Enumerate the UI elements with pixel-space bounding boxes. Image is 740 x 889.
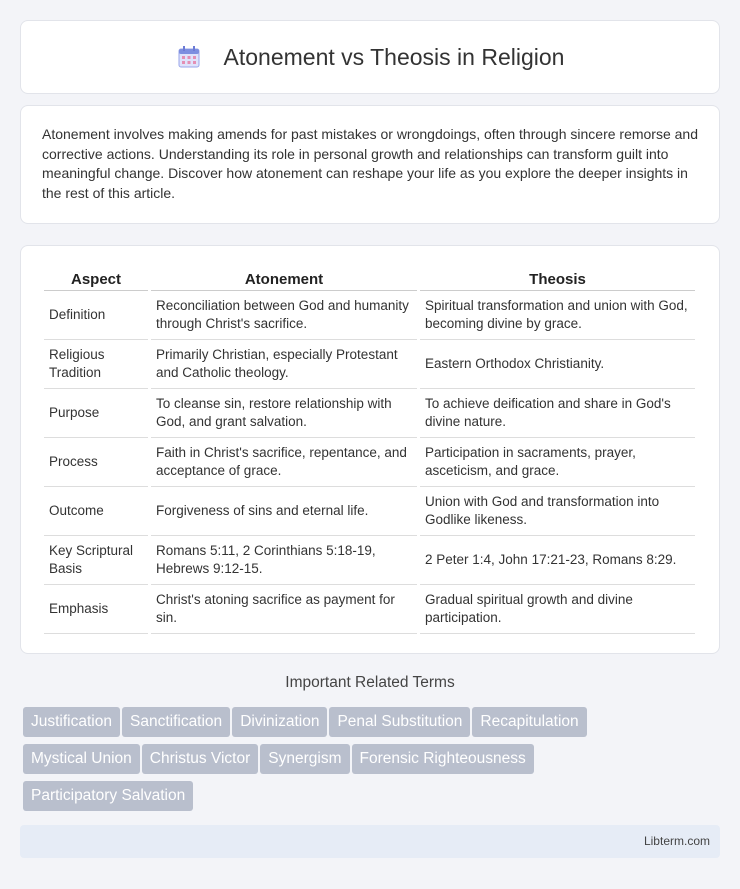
table-row bbox=[44, 340, 695, 389]
tag-christus-victor[interactable]: Christus Victor bbox=[142, 744, 259, 774]
aspect-cell: Religious Tradition bbox=[44, 340, 148, 389]
comparison-card bbox=[20, 245, 720, 654]
footer-site-link[interactable]: Libterm.com bbox=[643, 834, 710, 848]
table-header-row bbox=[44, 267, 695, 291]
table-row bbox=[44, 536, 695, 585]
table-row bbox=[44, 487, 695, 536]
theosis-cell: Eastern Orthodox Christianity. bbox=[420, 340, 695, 389]
atonement-cell: Reconciliation between God and humanity through Christ's sacrifice. bbox=[151, 291, 417, 340]
table-row bbox=[44, 585, 695, 634]
related-terms-title: Important Related Terms bbox=[285, 674, 455, 691]
tag-mystical-union[interactable]: Mystical Union bbox=[23, 744, 140, 774]
aspect-cell: Process bbox=[44, 438, 148, 487]
theosis-cell: 2 Peter 1:4, John 17:21-23, Romans 8:29. bbox=[420, 536, 695, 585]
column-header-atonement: Atonement bbox=[151, 267, 417, 291]
related-terms-list bbox=[23, 707, 723, 818]
theosis-cell: Union with God and transformation into Godlike likeness. bbox=[420, 487, 695, 536]
intro-text: Atonement involves making amends for past mistakes or wrongdoings, often through sincere remorse and corrective actions. Understanding its role in personal growth and relationships can transform guilt into meaningful change. Discover how atonement can reshape your life as you explore the deeper insights in the rest of this article. bbox=[42, 126, 699, 201]
theosis-cell: Participation in sacraments, prayer, asceticism, and grace. bbox=[420, 438, 695, 487]
column-header-theosis: Theosis bbox=[420, 267, 695, 291]
atonement-cell: Faith in Christ's sacrifice, repentance, and acceptance of grace. bbox=[151, 438, 417, 487]
aspect-cell: Outcome bbox=[44, 487, 148, 536]
aspect-cell: Purpose bbox=[44, 389, 148, 438]
comparison-table bbox=[41, 267, 698, 634]
theosis-cell: Gradual spiritual growth and divine participation. bbox=[420, 585, 695, 634]
calendar-icon bbox=[176, 44, 202, 70]
aspect-cell: Definition bbox=[44, 291, 148, 340]
table-row bbox=[44, 389, 695, 438]
atonement-cell: Christ's atoning sacrifice as payment for sin. bbox=[151, 585, 417, 634]
tag-participatory-salvation[interactable]: Participatory Salvation bbox=[23, 781, 193, 811]
column-header-aspect: Aspect bbox=[44, 267, 148, 291]
atonement-cell: Primarily Christian, especially Protestant and Catholic theology. bbox=[151, 340, 417, 389]
table-row bbox=[44, 438, 695, 487]
atonement-cell: Forgiveness of sins and eternal life. bbox=[151, 487, 417, 536]
table-row bbox=[44, 291, 695, 340]
atonement-cell: Romans 5:11, 2 Corinthians 5:18-19, Hebrews 9:12-15. bbox=[151, 536, 417, 585]
tag-justification[interactable]: Justification bbox=[23, 707, 120, 737]
page-title: Atonement vs Theosis in Religion bbox=[223, 43, 565, 70]
aspect-cell: Emphasis bbox=[44, 585, 148, 634]
intro-card bbox=[20, 105, 720, 224]
tag-forensic-righteousness[interactable]: Forensic Righteousness bbox=[352, 744, 534, 774]
tag-recapitulation[interactable]: Recapitulation bbox=[472, 707, 586, 737]
theosis-cell: To achieve deification and share in God's divine nature. bbox=[420, 389, 695, 438]
aspect-cell: Key Scriptural Basis bbox=[44, 536, 148, 585]
tag-penal-substitution[interactable]: Penal Substitution bbox=[329, 707, 470, 737]
footer bbox=[20, 825, 720, 858]
tag-divinization[interactable]: Divinization bbox=[232, 707, 327, 737]
header-card bbox=[20, 20, 720, 94]
tag-synergism[interactable]: Synergism bbox=[260, 744, 349, 774]
tag-sanctification[interactable]: Sanctification bbox=[122, 707, 230, 737]
atonement-cell: To cleanse sin, restore relationship with God, and grant salvation. bbox=[151, 389, 417, 438]
theosis-cell: Spiritual transformation and union with God, becoming divine by grace. bbox=[420, 291, 695, 340]
